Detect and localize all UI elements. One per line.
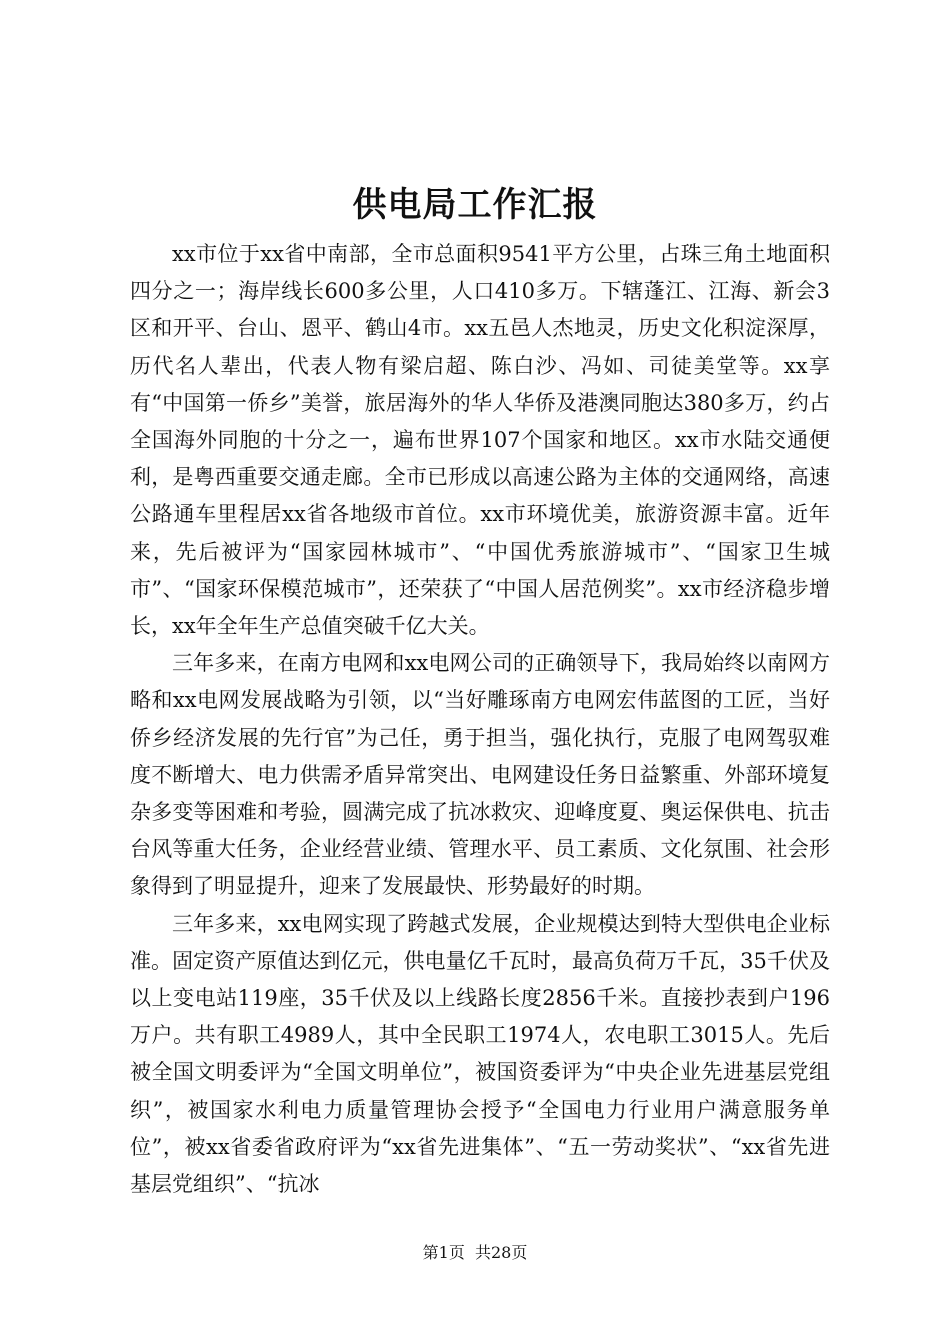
page-title: 供电局工作汇报 (352, 185, 598, 225)
paragraph-grid-development: 三年多来，xx电网实现了跨越式发展，企业规模达到特大型供电企业标准。固定资产原值达到亿元，供电量亿千瓦时，最高负荷万千瓦，35千伏及以上变电站119座，35千伏及以上线路长度2856千米。直接抄表到户196万户。共有职工4989人，其中全民职工1974人，农电职工3015人。先后被全国文明委评为“全国文明单位”，被国资委评为“中央企业先进基层党组织”，被国家水利电力质量管理协会授予“全国电力行业用户满意服务单位”，被xx省委省政府评为“xx省先进集体”、“五一劳动奖状”、“xx省先进基层党组织”、“抗冰 (130, 911, 830, 1197)
paragraph-bureau-achievements: 三年多来，在南方电网和xx电网公司的正确领导下，我局始终以南网方略和xx电网发展战略为引领，以“当好雕琢南方电网宏伟蓝图的工匠，当好侨乡经济发展的先行官”为己任，勇于担当，强化执行，克服了电网驾驭难度不断增大、电力供需矛盾异常突出、电网建设任务日益繁重、外部环境复杂多变等困难和考验，圆满完成了抗冰救灾、迎峰度夏、奥运保供电、抗击台风等重大任务，企业经营业绩、管理水平、员工素质、文化氛围、社会形象得到了明显提升，迎来了发展最快、形势最好的时期。 (130, 651, 830, 899)
page-number-footer: 第1页 共28页 (422, 1243, 528, 1262)
document-body (130, 236, 830, 1203)
paragraph-city-overview: xx市位于xx省中南部，全市总面积9541平方公里，占珠三角土地面积四分之一；海岸线长600多公里，人口410多万。下辖蓬江、江海、新会3区和开平、台山、恩平、鹤山4市。xx五邑人杰地灵，历史文化积淀深厚，历代名人辈出，代表人物有梁启超、陈白沙、冯如、司徒美堂等。xx享有“中国第一侨乡”美誉，旅居海外的华人华侨及港澳同胞达380多万，约占全国海外同胞的十分之一，遍布世界107个国家和地区。xx市水陆交通便利，是粤西重要交通走廊。全市已形成以高速公路为主体的交通网络，高速公路通车里程居xx省各地级市首位。xx市环境优美，旅游资源丰富。近年来，先后被评为“国家园林城市”、“中国优秀旅游城市”、“国家卫生城市”、“国家环保模范城市”，还荣获了“中国人居范例奖”。xx市经济稳步增长，xx年全年生产总值突破千亿大关。 (130, 242, 830, 639)
